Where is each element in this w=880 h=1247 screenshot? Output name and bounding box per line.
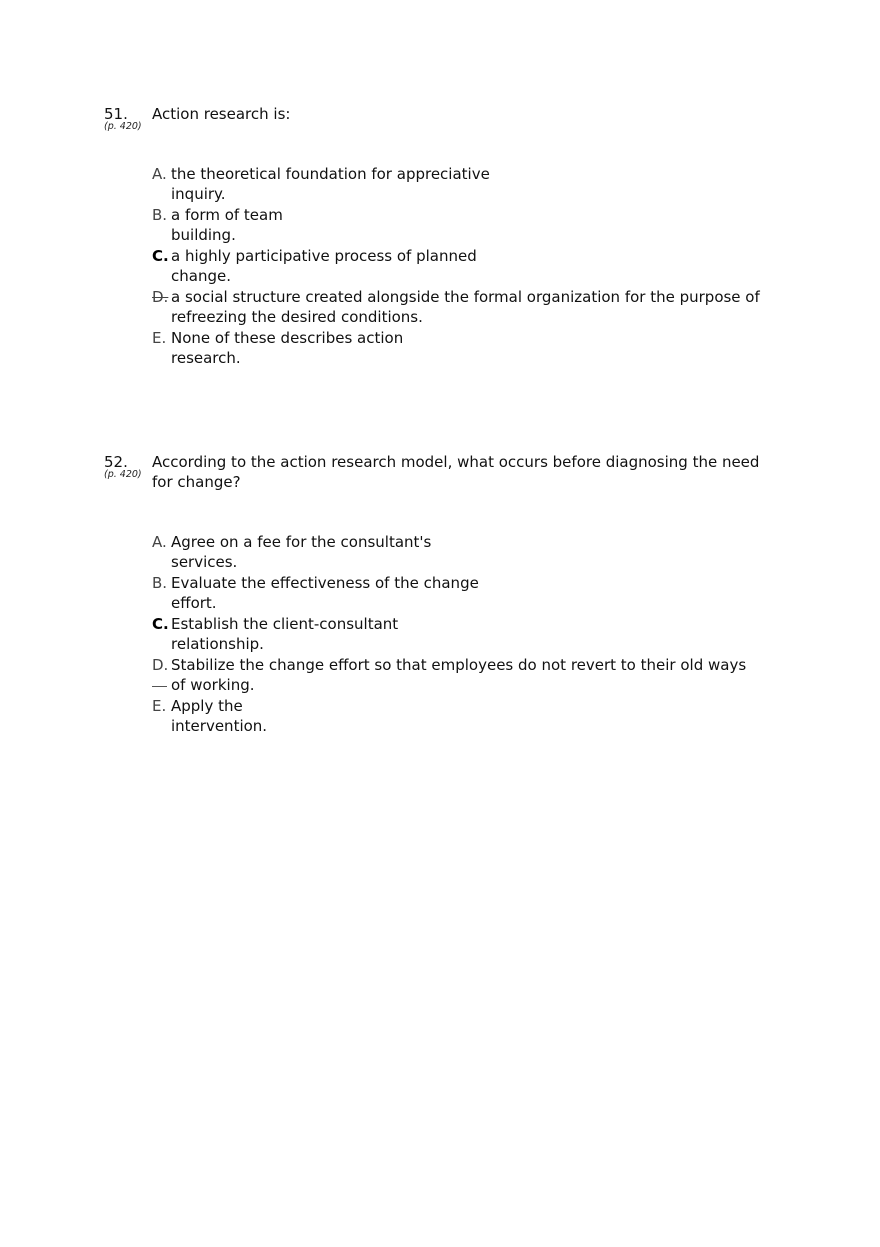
option-text-line: Evaluate the effectiveness of the change [171, 574, 479, 592]
option-text-line: intervention. [171, 717, 268, 735]
option-b [152, 573, 764, 613]
option-e [152, 328, 764, 368]
option-text-line: of working. [171, 676, 255, 694]
option-text-line: Stabilize the change effort so that employees do not revert to their old ways [171, 656, 747, 674]
option-text-line: a highly participative process of planned [171, 247, 477, 265]
option-text-line: research. [171, 349, 241, 367]
question-51 [104, 104, 764, 369]
option-letter: C. [152, 615, 169, 633]
stem-line: Action research is: [152, 105, 291, 123]
option-text-line: services. [171, 553, 238, 571]
option-letter: D. [152, 656, 169, 674]
option-a [152, 532, 764, 572]
option-letter: E. [152, 697, 167, 715]
option-text-line: relationship. [171, 635, 264, 653]
option-text-line: refreezing the desired conditions. [171, 308, 423, 326]
option-d [152, 287, 764, 327]
question-number: 52. [104, 453, 128, 471]
option-c-correct [152, 246, 764, 286]
option-text-line: Agree on a fee for the consultant's [171, 533, 432, 551]
option-text-line: the theoretical foundation for appreciative [171, 165, 490, 183]
option-c-correct [152, 614, 764, 654]
answer-options [152, 532, 764, 736]
answer-options [152, 164, 764, 368]
stem-line: for change? [152, 473, 241, 491]
page-reference: (p. 420) [104, 469, 142, 480]
stem-line: According to the action research model, what occurs before diagnosing the need [152, 453, 760, 471]
option-letter: B. [152, 206, 168, 224]
question-52 [104, 452, 764, 737]
option-text-line: None of these describes action [171, 329, 404, 347]
option-text-line: Apply the [171, 697, 243, 715]
option-b [152, 205, 764, 245]
option-d [152, 655, 764, 695]
option-text-line: building. [171, 226, 236, 244]
option-text-line: Establish the client-consultant [171, 615, 399, 633]
page-reference: (p. 420) [104, 121, 142, 132]
option-e [152, 696, 764, 736]
option-letter: C. [152, 247, 169, 265]
question-stem [152, 104, 764, 124]
question-number: 51. [104, 105, 128, 123]
option-text-line: a social structure created alongside the formal organization for the purpose of [171, 288, 760, 306]
option-a [152, 164, 764, 204]
option-text-line: a form of team [171, 206, 283, 224]
option-letter: D. [152, 288, 169, 306]
question-stem [152, 452, 764, 492]
option-letter: E. [152, 329, 167, 347]
underline-mark [152, 686, 167, 687]
option-letter: A. [152, 533, 167, 551]
option-text-line: change. [171, 267, 231, 285]
option-text-line: effort. [171, 594, 217, 612]
option-letter: B. [152, 574, 168, 592]
option-text-line: inquiry. [171, 185, 226, 203]
option-letter: A. [152, 165, 167, 183]
